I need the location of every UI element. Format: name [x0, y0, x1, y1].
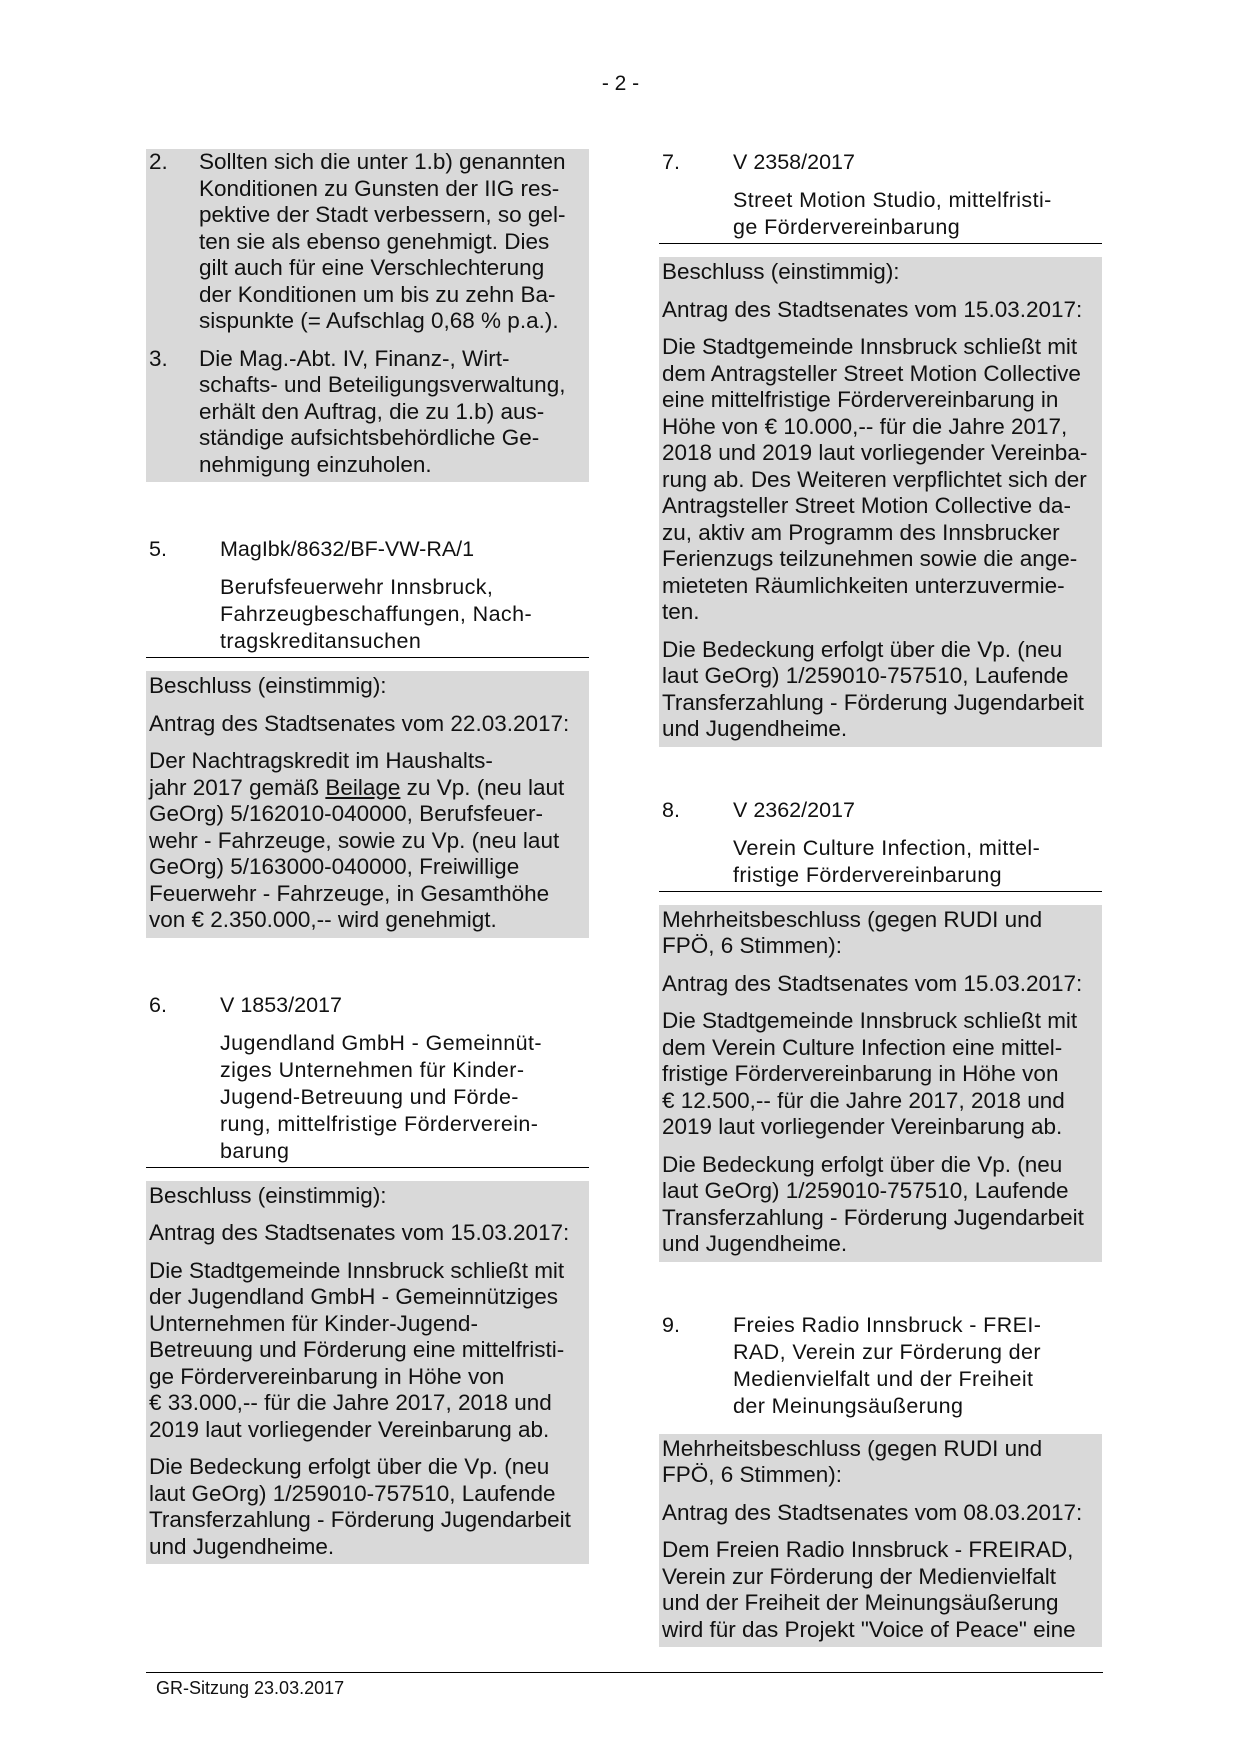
list-item-text: Die Mag.-Abt. IV, Finanz-, Wirt- schafts- und Beteiligungsverwaltung, erhält den Auftrag, die zu 1.b) aus- ständige aufsichtsbehördliche Ge- nehmigung einzuholen.	[199, 345, 566, 477]
funding-text: Die Bedeckung erfolgt über die Vp. (neu laut GeOrg) 1/259010-757510, Laufende Transferzahlung - Förderung Jugendarbeit und Jugendheime.	[149, 1454, 571, 1559]
list-item	[149, 149, 586, 335]
item-8-decision-box	[659, 905, 1102, 1262]
item-number: 7.	[662, 150, 680, 174]
motion-date: Antrag des Stadtsenates vom 22.03.2017:	[149, 710, 570, 736]
funding-text: Die Bedeckung erfolgt über die Vp. (neu laut GeOrg) 1/259010-757510, Laufende Transferzahlung - Förderung Jugendarbeit und Jugendheime.	[662, 636, 1084, 741]
beilage-link[interactable]: Beilage	[325, 774, 401, 800]
decision-type: Beschluss (einstimmig):	[149, 673, 387, 698]
footer-divider	[146, 1672, 1103, 1673]
divider	[659, 891, 1102, 892]
continuation-box	[146, 149, 589, 482]
list-item-number: 3.	[149, 345, 168, 371]
divider	[659, 243, 1102, 244]
decision-type: Beschluss (einstimmig):	[662, 259, 900, 284]
item-5-header	[146, 536, 589, 658]
motion-date: Antrag des Stadtsenates vom 15.03.2017:	[662, 296, 1083, 322]
item-8-header	[659, 797, 1102, 892]
resolution-text: Dem Freien Radio Innsbruck - FREIRAD, Verein zur Förderung der Medienvielfalt und der Freiheit der Meinungsäußerung wird für das Projekt "Voice of Peace" eine	[662, 1537, 1076, 1642]
left-column	[146, 149, 589, 1564]
item-reference: V 1853/2017	[220, 992, 342, 1017]
list-item	[149, 346, 586, 479]
funding-text: Die Bedeckung erfolgt über die Vp. (neu laut GeOrg) 1/259010-757510, Laufende Transferzahlung - Förderung Jugendarbeit und Jugendheime.	[662, 1151, 1084, 1256]
item-number: 8.	[662, 797, 680, 822]
item-number: 6.	[149, 992, 167, 1017]
right-column	[659, 149, 1102, 1647]
list-item-number: 2.	[149, 149, 168, 174]
item-reference: V 2362/2017	[733, 797, 855, 822]
divider	[146, 657, 589, 658]
item-number: 5.	[149, 537, 167, 561]
page-number: - 2 -	[601, 72, 640, 95]
decision-type: Mehrheitsbeschluss (gegen RUDI und FPÖ, 6 Stimmen):	[662, 906, 1043, 958]
motion-date: Antrag des Stadtsenates vom 15.03.2017:	[149, 1220, 570, 1245]
item-number: 9.	[662, 1312, 680, 1337]
item-7-decision-box	[659, 257, 1102, 747]
item-6-decision-box	[146, 1181, 589, 1565]
item-6-header	[146, 992, 589, 1168]
item-title: Street Motion Studio, mittelfristi- ge Fördervereinbarung	[733, 188, 1052, 239]
item-9-header	[659, 1312, 1102, 1420]
item-reference: MagIbk/8632/BF-VW-RA/1	[220, 537, 475, 561]
decision-type: Beschluss (einstimmig):	[149, 1182, 387, 1208]
footer-session-date: GR-Sitzung 23.03.2017	[156, 1678, 345, 1698]
item-5-decision-box	[146, 671, 589, 938]
motion-date: Antrag des Stadtsenates vom 15.03.2017:	[662, 970, 1083, 996]
item-title: Jugendland GmbH - Gemeinnüt- ziges Unternehmen für Kinder- Jugend-Betreuung und Förde- rung, mittelfristige Förderverein- barung	[220, 1030, 542, 1163]
item-9-decision-box	[659, 1434, 1102, 1648]
motion-date: Antrag des Stadtsenates vom 08.03.2017:	[662, 1499, 1083, 1525]
item-reference: V 2358/2017	[733, 150, 855, 174]
item-title: Berufsfeuerwehr Innsbruck, Fahrzeugbeschaffungen, Nach- tragskreditansuchen	[220, 575, 533, 653]
item-title: Freies Radio Innsbruck - FREI- RAD, Verein zur Förderung der Medienvielfalt und der Freiheit der Meinungsäußerung	[733, 1312, 1042, 1418]
divider	[146, 1167, 589, 1168]
resolution-text: Die Stadtgemeinde Innsbruck schließt mit dem Verein Culture Infection eine mittel- fristige Fördervereinbarung in Höhe von € 12.500,-- für die Jahre 2017, 2018 und 2019 laut vorliegender Vereinbarung ab.	[662, 1008, 1078, 1139]
item-7-header	[659, 149, 1102, 244]
resolution-text: Die Stadtgemeinde Innsbruck schließt mit dem Antragsteller Street Motion Collective eine mittelfristige Fördervereinbarung in Höhe von € 10.000,-- für die Jahre 2017, 2018 und 2019 laut vorliegender Vereinba- rung ab. Des Weiteren verpflichtet sich der Antragsteller Street Motion Collective da- zu, aktiv am Programm des Innsbrucker Ferienzugs teilzunehmen sowie die ange- mieteten Räumlichkeiten unterzuvermie- ten.	[662, 334, 1088, 624]
resolution-text: Der Nachtragskredit im Haushalts- jahr 2017 gemäß Beilage zu Vp. (neu laut GeOrg) 5/162010-040000, Berufsfeuer- wehr - Fahrzeuge, sowie zu Vp. (neu laut GeOrg) 5/163000-040000, Freiwillige Feuerwehr - Fahrzeuge, in Gesamthöhe von € 2.350.000,-- wird genehmigt.	[149, 748, 565, 932]
item-title: Verein Culture Infection, mittel- fristige Fördervereinbarung	[733, 835, 1041, 887]
continuation-list	[149, 149, 586, 478]
list-item-text: Sollten sich die unter 1.b) genannten Konditionen zu Gunsten der IIG res- pektive der Stadt verbessern, so gel- ten sie als ebenso genehmigt. Dies gilt auch für eine Verschlechterung der Konditionen um bis zu zehn Ba- sispunkte (= Aufschlag 0,68 % p.a.).	[199, 149, 566, 333]
decision-type: Mehrheitsbeschluss (gegen RUDI und FPÖ, 6 Stimmen):	[662, 1435, 1043, 1487]
resolution-text: Die Stadtgemeinde Innsbruck schließt mit der Jugendland GmbH - Gemeinnütziges Unternehmen für Kinder-Jugend- Betreuung und Förderung eine mittelfristi- ge Fördervereinbarung in Höhe von € 33.000,-- für die Jahre 2017, 2018 und 2019 laut vorliegender Vereinbarung ab.	[149, 1257, 565, 1442]
